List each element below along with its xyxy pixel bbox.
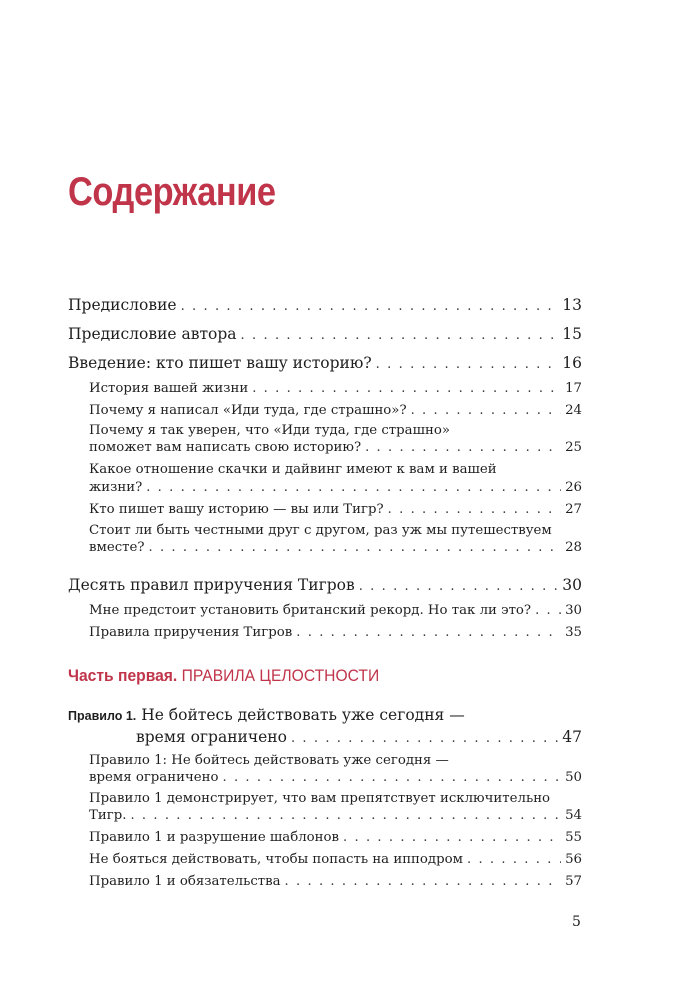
rule-title-line1: Не бойтесь действовать уже сегодня — bbox=[141, 706, 465, 724]
leader-dots bbox=[130, 808, 561, 823]
toc-entry-text: Десять правил приручения Тигров bbox=[68, 576, 355, 594]
toc-entry-rule1[interactable] bbox=[136, 728, 582, 746]
leader-dots bbox=[241, 328, 559, 343]
toc-page-number: 55 bbox=[565, 830, 582, 845]
toc-subentry[interactable] bbox=[89, 381, 582, 396]
toc-subentry[interactable] bbox=[89, 625, 582, 640]
toc-subentry[interactable] bbox=[89, 874, 582, 889]
toc-subentry-line1: Почему я так уверен, что «Иди туда, где страшно» bbox=[89, 423, 450, 438]
toc-entry-text: Предисловие bbox=[68, 296, 177, 314]
toc-subentry-line1: Правило 1 демонстрирует, что вам препятствует исключительно bbox=[89, 791, 551, 806]
toc-page-number: 57 bbox=[565, 874, 582, 889]
toc-entry-preface[interactable] bbox=[68, 296, 582, 314]
toc-entry-text: Кто пишет вашу историю — вы или Тигр? bbox=[89, 502, 384, 517]
leader-dots bbox=[252, 381, 561, 396]
toc-entry-text: Тигр. bbox=[89, 808, 127, 823]
toc-entry-text: время ограничено bbox=[136, 728, 287, 746]
toc-subentry[interactable] bbox=[89, 852, 582, 867]
rule-heading-line1 bbox=[68, 706, 582, 724]
toc-subentry[interactable] bbox=[89, 440, 582, 455]
toc-entry-text: Почему я написал «Иди туда, где страшно»? bbox=[89, 403, 407, 418]
toc-page-number: 15 bbox=[562, 325, 582, 343]
part-heading bbox=[68, 666, 379, 686]
toc-subentry[interactable] bbox=[89, 830, 582, 845]
toc-page-number: 26 bbox=[565, 480, 582, 495]
toc-entry-text: Правило 1 и разрушение шаблонов bbox=[89, 830, 340, 845]
leader-dots bbox=[149, 540, 562, 555]
leader-dots bbox=[359, 579, 559, 594]
leader-dots bbox=[296, 625, 561, 640]
toc-subentry[interactable] bbox=[89, 770, 582, 785]
toc-entry-text: Правила приручения Тигров bbox=[89, 625, 293, 640]
leader-dots bbox=[411, 403, 562, 418]
toc-subentry[interactable] bbox=[89, 808, 582, 823]
toc-page-number: 56 bbox=[565, 852, 582, 867]
toc-entry-text: поможет вам написать свою историю? bbox=[89, 440, 362, 455]
toc-page-number: 24 bbox=[565, 403, 582, 418]
toc-entry-text: Правило 1 и обязательства bbox=[89, 874, 281, 889]
leader-dots bbox=[376, 357, 559, 372]
toc-page-number: 30 bbox=[562, 576, 582, 594]
leader-dots bbox=[291, 731, 558, 746]
toc-subentry[interactable] bbox=[89, 502, 582, 517]
toc-entry-intro[interactable] bbox=[68, 354, 582, 372]
toc-page-number: 27 bbox=[565, 502, 582, 517]
toc-page-number: 16 bbox=[562, 354, 582, 372]
toc-page-number: 35 bbox=[565, 625, 582, 640]
part-label: Часть первая. bbox=[68, 666, 178, 685]
page-title: Содержание bbox=[68, 170, 276, 214]
toc-subentry-line1: Правило 1: Не бойтесь действовать уже сегодня — bbox=[89, 753, 449, 768]
toc-page-number: 13 bbox=[562, 296, 582, 314]
toc-entry-text: История вашей жизни bbox=[89, 381, 249, 396]
toc-subentry[interactable] bbox=[89, 603, 582, 618]
page-number: 5 bbox=[572, 914, 581, 930]
toc-entry-text: вместе? bbox=[89, 540, 145, 555]
toc-entry-text: Не бояться действовать, чтобы попасть на ипподром bbox=[89, 852, 463, 867]
toc-subentry[interactable] bbox=[89, 403, 582, 418]
toc-subentry-line1: Стоит ли быть честными друг с другом, раз уж мы путешествуем bbox=[89, 523, 552, 538]
toc-page-number: 17 bbox=[565, 381, 582, 396]
toc-entry-text: жизни? bbox=[89, 480, 143, 495]
leader-dots bbox=[388, 502, 561, 517]
toc-page-number: 47 bbox=[562, 728, 582, 746]
leader-dots bbox=[365, 440, 561, 455]
leader-dots bbox=[535, 603, 561, 618]
toc-page-number: 28 bbox=[565, 540, 582, 555]
toc-entry-text: Введение: кто пишет вашу историю? bbox=[68, 354, 372, 372]
toc-entry-text: Мне предстоит установить британский рекорд. Но так ли это? bbox=[89, 603, 532, 618]
leader-dots bbox=[285, 874, 562, 889]
toc-entry-ten-rules[interactable] bbox=[68, 576, 582, 594]
toc-page-number: 50 bbox=[565, 770, 582, 785]
toc-subentry[interactable] bbox=[89, 540, 582, 555]
toc-subentry[interactable] bbox=[89, 480, 582, 495]
leader-dots bbox=[343, 830, 561, 845]
part-title: ПРАВИЛА ЦЕЛОСТНОСТИ bbox=[181, 666, 380, 685]
leader-dots bbox=[146, 480, 561, 495]
toc-page-number: 54 bbox=[565, 808, 582, 823]
toc-entry-text: Предисловие автора bbox=[68, 325, 237, 343]
leader-dots bbox=[223, 770, 562, 785]
toc-subentry-line1: Какое отношение скачки и дайвинг имеют к вам и вашей bbox=[89, 462, 497, 477]
leader-dots bbox=[467, 852, 561, 867]
rule-label: Правило 1. bbox=[68, 709, 137, 723]
toc-entry-text: время ограничено bbox=[89, 770, 219, 785]
toc-page-number: 25 bbox=[565, 440, 582, 455]
toc-entry-author-preface[interactable] bbox=[68, 325, 582, 343]
leader-dots bbox=[181, 299, 559, 314]
toc-page-number: 30 bbox=[565, 603, 582, 618]
